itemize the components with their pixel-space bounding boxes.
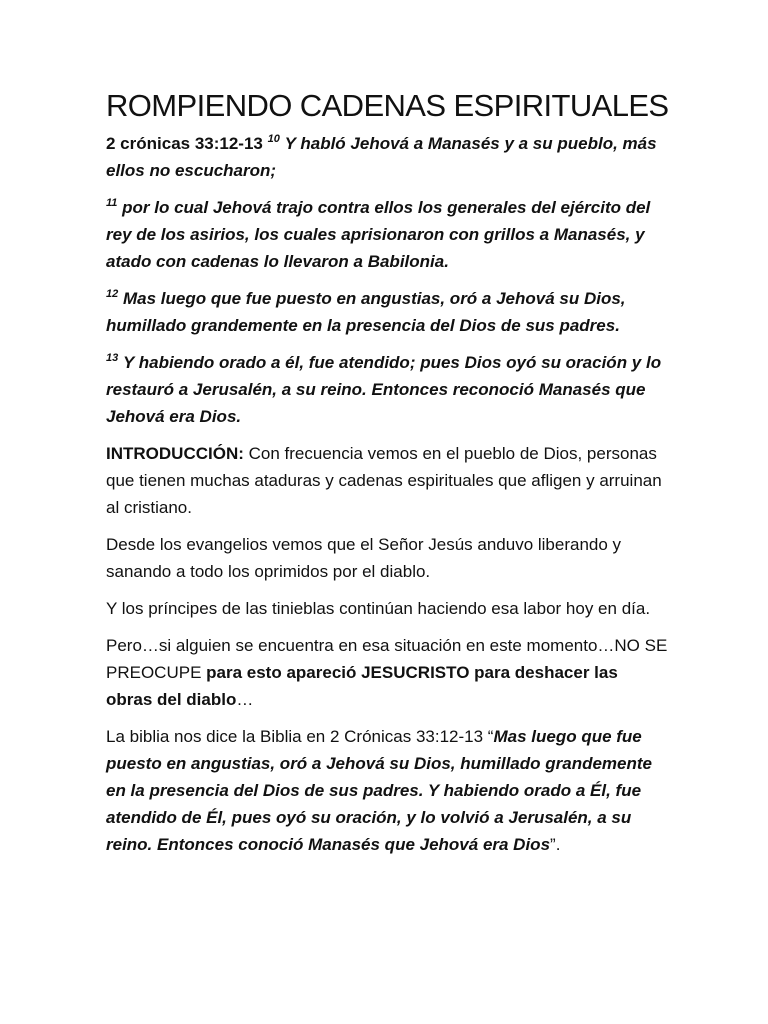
closing-paragraph bbox=[106, 723, 668, 858]
pero-text: Pero…si alguien se encuentra en esa situación en este momento…NO SE PREOCUPE bbox=[106, 636, 668, 682]
closing-end: ”. bbox=[550, 835, 561, 854]
closing-intro: La biblia nos dice la Biblia en 2 Crónicas 33:12-13 “ bbox=[106, 727, 494, 746]
closing-quote: Mas luego que fue puesto en angustias, oró a Jehová su Dios, humillado grandemente en la presencia del Dios de sus padres. Y habiendo orado a Él, fue atendido de Él, pues oyó su oración, y lo volvió a Jerusalén, a su reino. Entonces conoció Manasés que Jehová era Dios bbox=[106, 727, 653, 854]
paragraph-tinieblas: Y los príncipes de las tinieblas continúan haciendo esa labor hoy en día. bbox=[106, 599, 651, 618]
verse-text: Y habiendo orado a él, fue atendido; pues Dios oyó su oración y lo restauró a Jerusalén, a su reino. Entonces reconoció Manasés que Jehová era Dios. bbox=[106, 353, 662, 426]
verse-number: 10 bbox=[267, 133, 280, 145]
verse-12 bbox=[106, 285, 668, 339]
verse-text: Mas luego que fue puesto en angustias, oró a Jehová su Dios, humillado grandemente en la presencia del Dios de sus padres. bbox=[106, 289, 626, 335]
pero-ellipsis: … bbox=[236, 690, 254, 709]
paragraph-evangelios: Desde los evangelios vemos que el Señor Jesús anduvo liberando y sanando a todo los oprimidos por el diablo. bbox=[106, 535, 622, 581]
intro-text: Con frecuencia vemos en el pueblo de Dios, personas que tienen muchas ataduras y cadenas espirituales que afligen y arruinan al cristiano. bbox=[106, 444, 662, 517]
pero-bold-text: para esto apareció JESUCRISTO para deshacer las obras del diablo bbox=[106, 663, 618, 709]
verse-10 bbox=[106, 130, 668, 184]
scripture-reference: 2 crónicas 33:12-13 bbox=[106, 134, 263, 153]
verse-13 bbox=[106, 349, 668, 430]
paragraph-pero bbox=[106, 632, 668, 713]
intro-label: INTRODUCCIÓN: bbox=[106, 444, 244, 463]
intro-paragraph bbox=[106, 440, 668, 521]
verse-number: 13 bbox=[106, 352, 119, 364]
verse-text: por lo cual Jehová trajo contra ellos los generales del ejército del rey de los asirios, los cuales aprisionaron con grillos a Manasés, y atado con cadenas lo llevaron a Babilonia. bbox=[106, 198, 651, 271]
verse-number: 11 bbox=[106, 197, 118, 209]
verse-number: 12 bbox=[106, 288, 119, 300]
document-title: ROMPIENDO CADENAS ESPIRITUALES bbox=[106, 88, 669, 123]
verse-11 bbox=[106, 194, 668, 275]
verse-text: Y habló Jehová a Manasés y a su pueblo, más ellos no escucharon; bbox=[106, 134, 657, 180]
